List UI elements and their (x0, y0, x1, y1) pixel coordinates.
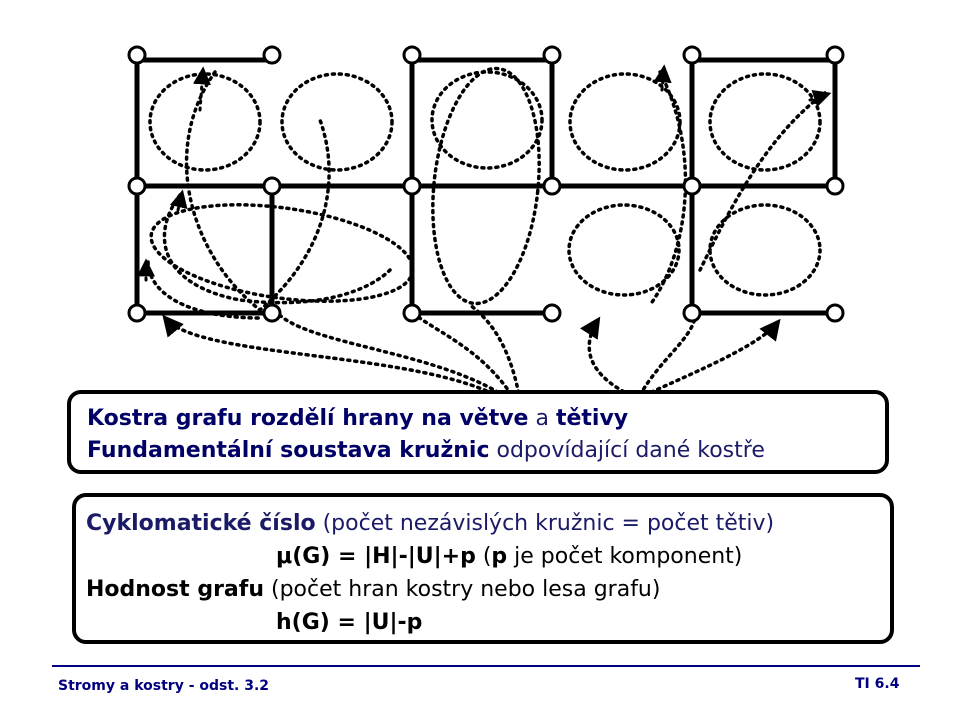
vertex (544, 178, 560, 194)
cyclomatic-formula: μ(G) = |H|-|U|+p (276, 544, 476, 569)
fundamental-system-text: Fundamentální soustava kružnic (87, 438, 490, 463)
cycle-loop (150, 74, 260, 170)
vertex (684, 305, 700, 321)
cycle-loop (700, 93, 825, 270)
vertex (264, 178, 280, 194)
cycle-loop (164, 195, 390, 303)
tree-edges (137, 60, 835, 313)
vertex (404, 47, 420, 63)
cyclomatic-term: Cyklomatické číslo (86, 511, 316, 536)
cycle-loop-wide (145, 190, 419, 316)
cyclomatic-line (86, 511, 774, 537)
vertex (544, 47, 560, 63)
vertex (404, 178, 420, 194)
vertex (404, 305, 420, 321)
vertex (684, 178, 700, 194)
p-variable: p (491, 544, 508, 569)
p-desc: je počet komponent) (507, 544, 743, 569)
footer-rule (52, 665, 920, 667)
formula-paren: ( (475, 544, 492, 569)
footer-right: TI 6.4 (855, 676, 900, 692)
vertex (684, 47, 700, 63)
fundamental-system-desc: odpovídající dané kostře (489, 438, 765, 463)
rank-formula: h(G) = |U|-p (276, 610, 423, 635)
fundamental-cycles (145, 63, 825, 318)
vertex (129, 47, 145, 63)
rank-desc: (počet hran kostry nebo lesa grafu) (264, 577, 661, 602)
pointer-arrow (165, 318, 505, 400)
tree-split-text: Kostra grafu rozdělí hrany na větve (87, 406, 529, 431)
pointer-arrow (470, 305, 520, 400)
cycle-arrows (146, 68, 828, 280)
vertex (544, 305, 560, 321)
cyclomatic-formula-line (276, 544, 742, 570)
box1-line1 (87, 406, 628, 432)
cyclomatic-desc: (počet nezávislých kružnic = počet tětiv) (315, 511, 775, 536)
vertex (264, 47, 280, 63)
vertex (827, 47, 843, 63)
rank-line (86, 577, 660, 603)
vertex (129, 305, 145, 321)
vertex (264, 305, 280, 321)
pointer-arrow (410, 310, 515, 400)
vertex (827, 305, 843, 321)
pointer-arrow (640, 318, 695, 395)
definitions-box (72, 493, 894, 644)
spanning-tree-box (67, 390, 889, 474)
chords-text: tětivy (555, 406, 629, 431)
box1-line2 (87, 438, 765, 464)
vertex (827, 178, 843, 194)
footer-left: Stromy a kostry - odst. 3.2 (58, 678, 270, 694)
vertex (129, 178, 145, 194)
arrow-to-edge (200, 70, 203, 110)
cycle-loop (282, 74, 392, 170)
rank-formula-line (276, 610, 422, 636)
rank-term: Hodnost grafu (86, 577, 264, 602)
pointer-arrow (589, 320, 630, 395)
conjunction-text: a (528, 406, 556, 431)
